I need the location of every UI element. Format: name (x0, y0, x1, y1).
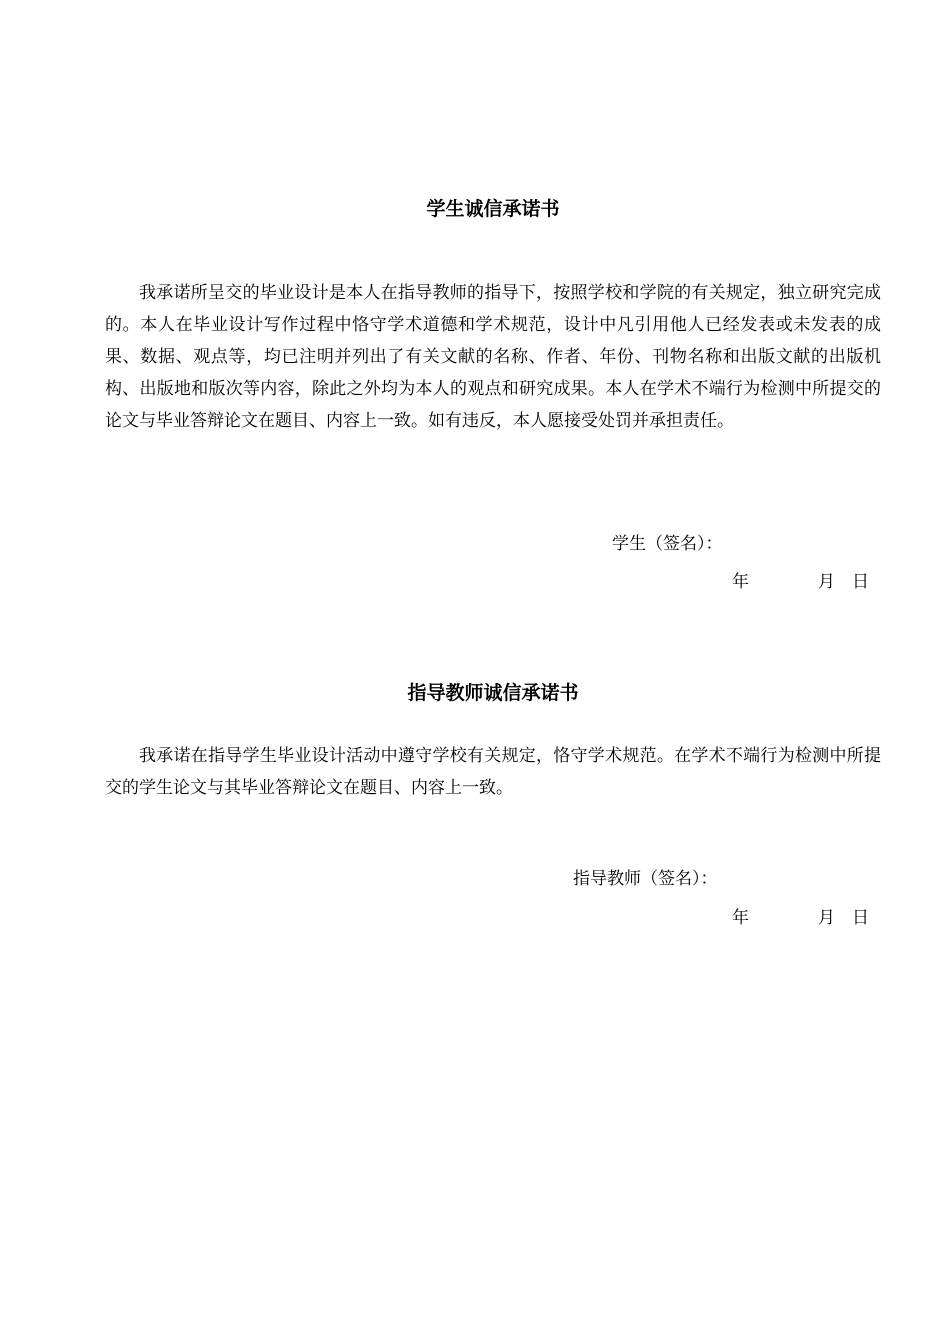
student-signature-label: 学生（签名）： (612, 534, 723, 554)
student-date-year: 年 (732, 572, 749, 592)
advisor-pledge-section (105, 681, 881, 705)
student-pledge-body (105, 277, 881, 437)
student-date-month: 月 (818, 572, 835, 592)
advisor-pledge-title: 指导教师诚信承诺书 (407, 682, 579, 704)
advisor-date-line (0, 907, 950, 929)
advisor-pledge-paragraph: 我承诺在指导学生毕业设计活动中遵守学校有关规定，恪守学术规范。在学术不端行为检测中所提交的学生论文与其毕业答辩论文在题目、内容上一致。 (105, 746, 881, 798)
advisor-date-year: 年 (732, 908, 749, 928)
advisor-date-month: 月 (818, 908, 835, 928)
student-pledge-paragraph: 我承诺所呈交的毕业设计是本人在指导教师的指导下，按照学校和学院的有关规定，独立研究完成的。本人在毕业设计写作过程中恪守学术道德和学术规范，设计中凡引用他人已经发表或未发表的成果、数据、观点等，均已注明并列出了有关文献的名称、作者、年份、刊物名称和出版文献的出版机构、出版地和版次等内容，除此之外均为本人的观点和研究成果。本人在学术不端行为检测中所提交的论文与毕业答辩论文在题目、内容上一致。如有违反，本人愿接受处罚并承担责任。 (105, 283, 881, 431)
advisor-signature-label: 指导教师（签名）： (573, 869, 718, 889)
student-date-day: 日 (852, 572, 869, 592)
advisor-pledge-body (105, 740, 881, 804)
student-pledge-title: 学生诚信承诺书 (426, 198, 560, 220)
advisor-date-day: 日 (852, 908, 869, 928)
student-date-line (0, 571, 950, 593)
student-pledge-section (105, 197, 881, 221)
